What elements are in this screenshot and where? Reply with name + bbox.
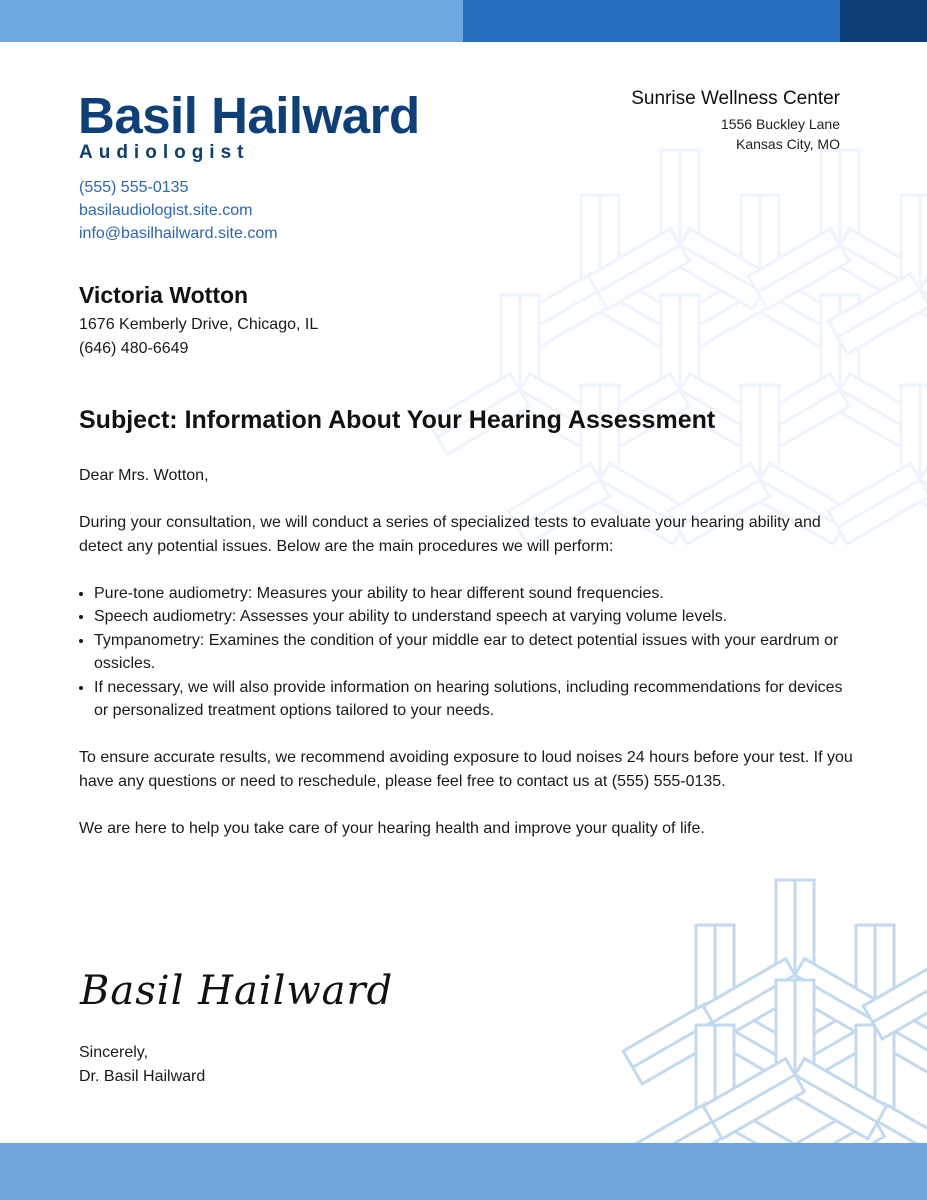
organization-street: 1556 Buckley Lane: [720, 116, 840, 132]
handwritten-signature: Basil Hailward: [80, 968, 394, 1014]
recipient-phone: (646) 480-6649: [79, 340, 189, 357]
procedure-list: [79, 582, 859, 723]
recipient-block: [79, 282, 318, 361]
recipient-name: Victoria Wotton: [79, 282, 249, 308]
sender-website[interactable]: basilaudiologist.site.com: [79, 202, 253, 219]
sign-off-block: [79, 1041, 205, 1089]
list-item: • If necessary, we will also provide information on hearing solutions, including recommendations for devices or personalized treatment options tailored to your needs.: [94, 676, 859, 723]
list-item: • Speech audiometry: Assesses your ability to understand speech at varying volume levels.: [94, 605, 859, 629]
sender-email[interactable]: info@basilhailward.site.com: [79, 225, 278, 242]
list-item: • Pure-tone audiometry: Measures your ability to hear different sound frequencies.: [94, 582, 859, 606]
advice-paragraph: To ensure accurate results, we recommend avoiding exposure to loud noises 24 hours before your test. If you have any questions or need to reschedule, please feel free to contact us at (555) 555-0135.: [79, 749, 853, 790]
recipient-address: 1676 Kemberly Drive, Chicago, IL: [79, 316, 319, 333]
closing-paragraph: We are here to help you take care of your hearing health and improve your quality of life.: [79, 819, 705, 837]
sender-name: Basil Hailward: [78, 87, 420, 144]
sender-phone[interactable]: (555) 555-0135: [79, 179, 189, 196]
sender-title: Audiologist: [79, 142, 250, 163]
list-item: • Tympanometry: Examines the condition of your middle ear to detect potential issues with your eardrum or ossicles.: [94, 629, 859, 676]
sign-off: Sincerely,: [79, 1044, 149, 1061]
intro-paragraph: During your consultation, we will conduct a series of specialized tests to evaluate your hearing ability and detect any potential issues. Below are the main procedures we will perform:: [79, 514, 821, 555]
sender-contact: [79, 176, 278, 245]
organization-name: Sunrise Wellness Center: [631, 88, 840, 109]
footer-bar: [0, 1143, 927, 1200]
organization-block: [631, 88, 840, 154]
greeting: Dear Mrs. Wotton,: [79, 467, 209, 484]
organization-city: Kansas City, MO: [736, 136, 840, 152]
signer-name: Dr. Basil Hailward: [79, 1068, 206, 1085]
letter-subject: Subject: Information About Your Hearing Assessment: [79, 406, 716, 434]
letter-body: [79, 464, 859, 864]
